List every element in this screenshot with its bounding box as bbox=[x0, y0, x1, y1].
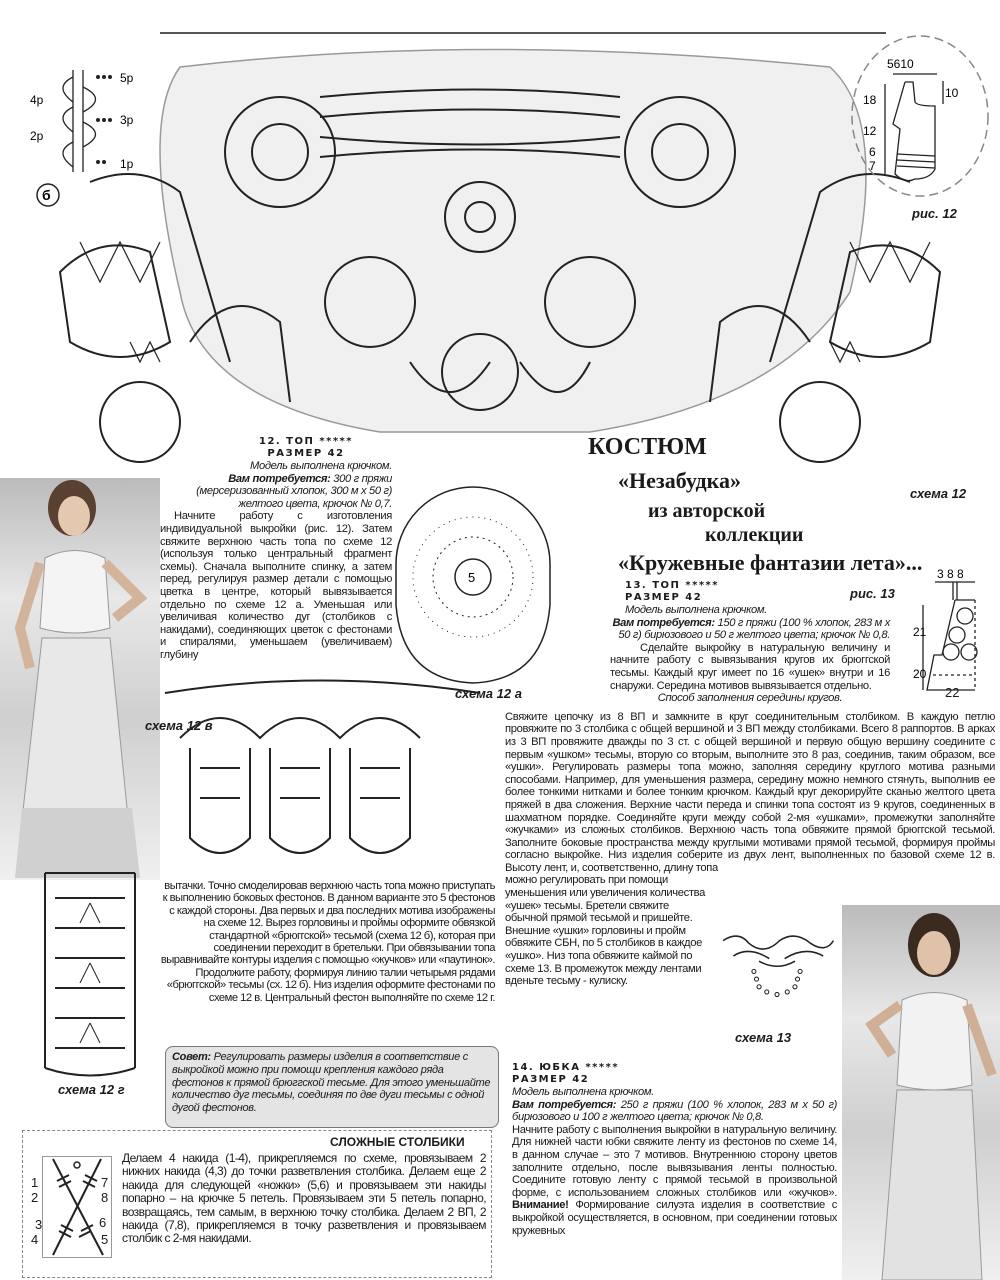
scheme-13-diagram bbox=[718, 905, 836, 1025]
stitch-number: 2 bbox=[31, 1190, 39, 1205]
stitch-number: 3 bbox=[35, 1217, 43, 1232]
scheme-12v-diagram bbox=[160, 668, 490, 873]
scheme-13-label: схема 13 bbox=[735, 1030, 792, 1045]
title-line-2: «Незабудка» bbox=[618, 468, 741, 493]
item-14-attention: Внимание! bbox=[512, 1199, 569, 1212]
item-12-size: РАЗМЕР 42 bbox=[267, 448, 345, 459]
top-rule bbox=[160, 32, 886, 34]
item-13-need-text: 150 г пряжи (100 % хлопок, 283 м х 50 г) бирюзового и 50 г желтого цвета; крючок № 0,8. bbox=[618, 616, 890, 642]
item-13-size: РАЗМЕР 42 bbox=[625, 592, 703, 603]
item-14-section bbox=[512, 1062, 837, 1237]
badge: б bbox=[42, 187, 51, 203]
advice-text: Регулировать размеры изделия в соответствие с выкройкой можно при помощи крепления каждого ряда фестонов к прямой брюггской тесьме. Для этого уменьшайте количество дуг тесьмы, соединяя по две дуги тесьмы с одной дугой фестонов. bbox=[172, 1051, 491, 1115]
dim-right: 10 bbox=[945, 86, 959, 100]
title-line-1: КОСТЮМ bbox=[588, 434, 707, 460]
stitch-number: 8 bbox=[101, 1190, 109, 1205]
item-14-need-text: 250 г пряжи (100 % хлопок, 283 м х 50 г) бирюзового и 100 г желтого цвета; крючок № 0,8. bbox=[512, 1098, 837, 1124]
row-label: 5р bbox=[120, 71, 134, 85]
item-12-body: Начните работу с изготовления индивидуальной выкройки (рис. 12). Затем свяжите верхнюю часть топа по схеме 12 (используя только центральный фрагмент схемы). Сначала выполните спинку, а затем перед, регулируя размер детали с помощью цветка в центре, который вывязывается отдельно по схеме 12 а. Уменьшая или увеличивая количество дуг (столбиков с накидами), соединяющих цветок с фестонами и спиралями, уменьшаем (увеличиваем) глубину bbox=[160, 510, 392, 661]
item-13-intro: Сделайте выкройку в натуральную величину и начните работу с вывязывания кругов их брюггской тесьмы. Каждый круг имеет по 16 «ушек» внутри и 16 снаружи. Середина мотивов вывязывается отдельно. bbox=[610, 641, 890, 692]
item-14-body-end: Формирование силуэта изделия в соответствие с выкройкой осуществляется, в основном, при соединении готовых кружевных bbox=[512, 1199, 837, 1237]
scheme-12-label: схема 12 bbox=[910, 486, 967, 501]
item-14-size: РАЗМЕР 42 bbox=[512, 1074, 590, 1085]
item-14-model: Модель выполнена крючком. bbox=[512, 1086, 654, 1098]
row-label: 4р bbox=[30, 93, 44, 107]
stitch-number: 5 bbox=[101, 1232, 109, 1247]
woman-in-lace-top-and-skirt-image bbox=[842, 905, 1000, 1280]
item-13-method: Способ заполнения середины кругов. bbox=[657, 692, 843, 705]
stitch-number: 4 bbox=[31, 1232, 39, 1247]
item-13-model: Модель выполнена крючком. bbox=[625, 604, 767, 616]
stitch-number: 7 bbox=[101, 1175, 109, 1190]
pattern-outline-icon bbox=[915, 560, 1000, 700]
dim-side: 12 bbox=[863, 124, 877, 138]
title-line-5: «Кружевные фантазии лета»... bbox=[618, 550, 923, 575]
model-photo-right bbox=[842, 905, 1000, 1280]
item-12-need-text: 300 г пряжи (мерсеризованный хлопок, 300 м х 50 г) желтого цвета, крючок № 0,7. bbox=[196, 472, 392, 510]
item-12-section bbox=[160, 436, 392, 662]
dim-top: 3 8 8 bbox=[937, 567, 964, 581]
scheme-12g-label: схема 12 г bbox=[58, 1082, 125, 1097]
title-line-3: из авторской bbox=[648, 500, 766, 522]
dim-side: 18 bbox=[863, 93, 877, 107]
scheme-12v-label: схема 12 в bbox=[145, 718, 213, 733]
complex-stitches-title: СЛОЖНЫЕ СТОЛБИКИ bbox=[330, 1135, 465, 1149]
scheme-12a-label: схема 12 а bbox=[455, 686, 522, 701]
title-line-4: коллекции bbox=[705, 524, 804, 546]
row-label: 1р bbox=[120, 157, 134, 171]
center-number: 5 bbox=[468, 570, 476, 585]
figure-13-label: рис. 13 bbox=[850, 586, 895, 601]
item-12-header: 12. ТОП ***** bbox=[258, 436, 354, 447]
item-14-need-label: Вам потребуется: bbox=[512, 1098, 617, 1111]
dim-bottom: 22 bbox=[945, 685, 960, 700]
advice-label: Совет: bbox=[172, 1051, 211, 1063]
item-12-model: Модель выполнена крючком. bbox=[250, 460, 392, 472]
figure-13-pattern bbox=[915, 560, 1000, 700]
row-label: 3р bbox=[120, 113, 134, 127]
woman-in-lace-suit-image bbox=[0, 478, 160, 880]
item-14-body: Начните работу с выполнения выкройки в натуральную величину. Для нижней части юбки свяжите ленту из фестонов по схеме 14, в данном случае – это 7 мотивов. Внутреннюю сторону цветов заполните отдельно, после вывязывания ленты полностью. Соедините готовую ленту с прямой тесьмой в произвольной форме, с использованием сложных столбиков или «жучков». bbox=[512, 1123, 837, 1199]
model-photo-left bbox=[0, 478, 160, 880]
item-12-body-continued: вытачки. Точно смоделировав верхнюю часть топа можно приступать к выполнению боковых фестонов. В данном варианте это 5 фестонов с каждой стороны. Два первых и два последних мотива изображены на схеме 12. Вырез горловины и проймы оформите обвязкой стандартной «брюггской» тесьмой (схема 12 б), которая при соединении переходит в бретельки. При обвязывании топа выравнивайте контуры изделия с помощью «жучков» или «паутинок». Продолжите работу, формируя линию талии четырьмя рядами «брюггской» тесьмы (сх. 12 б). Низ изделия оформите фестонами по схеме 12 в. Центральный фестон выполняйте по схеме 12 г. bbox=[160, 880, 495, 1004]
item-14-header: 14. ЮБКА ***** bbox=[512, 1062, 620, 1073]
row-label: 2р bbox=[30, 129, 44, 143]
item-13-body-narrow: можно регулировать при помощи уменьшения или увеличения количества «ушек» тесьмы. Бретели свяжите обычной прямой тесьмой и пришейте. Внешние «ушки» горловины и пройм обвяжите СБН, по 5 столбиков в каждое «ушко». Низ топа обвяжите каймой по схеме 13. В промежуток между лентами вденьте тесьму - кулиску. bbox=[505, 874, 705, 988]
item-13-need-label: Вам потребуется: bbox=[612, 616, 715, 629]
item-12-need-label: Вам потребуется: bbox=[228, 472, 331, 485]
figure-12-label: рис. 12 bbox=[912, 206, 957, 221]
dim-top: 5610 bbox=[887, 57, 914, 71]
item-13-body: Свяжите цепочку из 8 ВП и замкните в круг соединительным столбиком. В каждую петлю провяжите по 3 столбика с общей вершиной и 3 ВП между столбиками. Всего 8 раппортов. В арках из 3 ВП провяжите дважды по 3 ст. с общей вершиной и первую общую вершину соедините с первым «ушком» тесьмы, вторую со вторым, выполните это 8 раз, соединив, таким образом, все «ушки». Регулировать размеры топа можно, заполняя середину круглого мотива разными способами. Например, для уменьшения размера, середину можно немного стянуть, выполнив ее более тонкими нитками и более тонким крючком. Каждый круг декорируйте сканью желтого цвета пряжей в два сложения. Верхние части переда и спинки топа состоят из 9 кругов, соединенных в шахматном порядке. Соединяйте круги между собой 2-мя «ушками», промежутки заполняйте «жучками» из сложных столбиков. Верхнюю часть топа обвяжите прямой брюггской тесьмой. Заполните боковые пространства между круглыми мотивами прямой тесьмой, формируя проймы согласно выкройке. Низ изделия соберите из двух лент, выполненных по базовой схеме 12 в. Высоту лент, и, соответственно, длину топа bbox=[505, 710, 995, 874]
stitch-number: 6 bbox=[99, 1215, 107, 1230]
dim-side: 7 bbox=[869, 159, 876, 173]
complex-stitches-text: Делаем 4 накида (1-4), прикрепляемся по схеме, провязываем 2 нижних накида (4,3) до точки разветвления столбика. Делаем еще 2 накида для следующей «ножки» (5,6) и провязываем эти накиды попарно – на крючке 5 петель. Провязываем эти 5 петель попарно, возвращаясь, тем самым, в верхнюю точку столбика. Делаем 2 ВП, 2 накида (7,8), прикрепляемся в точку разветвления и провязываем столбик с 2-мя накидами. bbox=[122, 1151, 486, 1246]
stitch-number: 1 bbox=[31, 1175, 39, 1190]
scheme-12g-diagram bbox=[25, 868, 155, 1078]
dim-side: 20 bbox=[913, 667, 927, 681]
dim-side: 6 bbox=[869, 145, 876, 159]
item-13-header: 13. ТОП ***** bbox=[625, 580, 720, 591]
complex-stitch-symbol bbox=[31, 1156, 112, 1258]
advice-box bbox=[165, 1046, 499, 1128]
dim-side: 21 bbox=[913, 625, 927, 639]
